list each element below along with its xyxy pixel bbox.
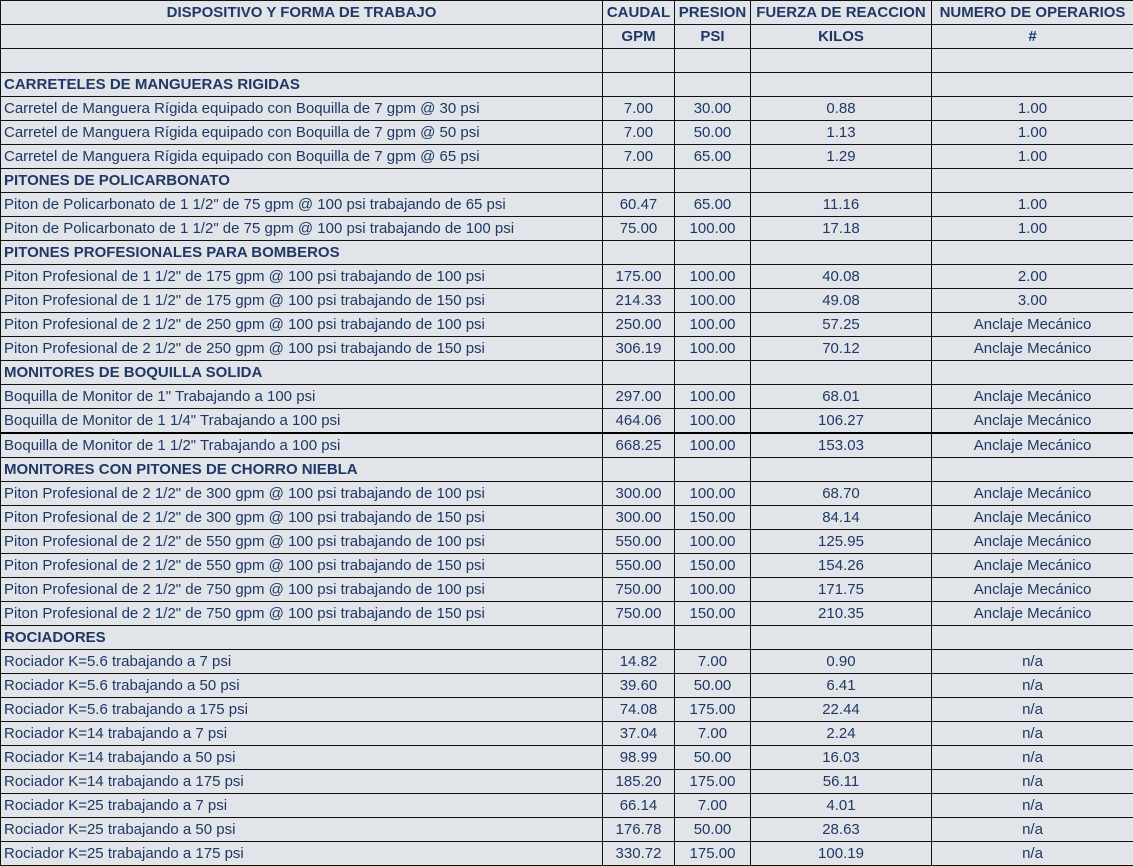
table-row xyxy=(1,506,1133,530)
psi-cell[interactable]: 50.00 xyxy=(675,818,751,842)
device-cell[interactable]: Piton Profesional de 1 1/2" de 175 gpm @ 100 psi trabajando de 100 psi xyxy=(1,265,603,289)
operators-cell[interactable]: 1.00 xyxy=(932,217,1133,241)
psi-cell[interactable]: 100.00 xyxy=(675,337,751,361)
kilos-cell[interactable]: 16.03 xyxy=(751,746,932,770)
unit-gpm[interactable]: GPM xyxy=(603,25,675,49)
kilos-cell[interactable]: 11.16 xyxy=(751,193,932,217)
unit-psi[interactable]: PSI xyxy=(675,25,751,49)
section-blank-cell[interactable] xyxy=(603,458,675,482)
operators-cell[interactable]: n/a xyxy=(932,746,1133,770)
operators-cell[interactable]: Anclaje Mecánico xyxy=(932,578,1133,602)
unit-count[interactable]: # xyxy=(932,25,1133,49)
section-row xyxy=(1,458,1133,482)
device-cell[interactable]: Piton Profesional de 2 1/2" de 750 gpm @ 100 psi trabajando de 100 psi xyxy=(1,578,603,602)
operators-cell[interactable]: Anclaje Mecánico xyxy=(932,409,1133,434)
gpm-cell[interactable]: 464.06 xyxy=(603,409,675,434)
header-operators[interactable]: NUMERO DE OPERARIOS xyxy=(932,1,1133,25)
table-row xyxy=(1,554,1133,578)
gpm-cell[interactable]: 306.19 xyxy=(603,337,675,361)
section-blank-cell[interactable] xyxy=(932,458,1133,482)
kilos-cell[interactable]: 2.24 xyxy=(751,722,932,746)
gpm-cell[interactable]: 668.25 xyxy=(603,433,675,458)
section-blank-cell[interactable] xyxy=(751,169,932,193)
table-row xyxy=(1,385,1133,409)
gpm-cell[interactable]: 176.78 xyxy=(603,818,675,842)
operators-cell[interactable]: Anclaje Mecánico xyxy=(932,433,1133,458)
kilos-cell[interactable]: 68.01 xyxy=(751,385,932,409)
gpm-cell[interactable]: 185.20 xyxy=(603,770,675,794)
section-blank-cell[interactable] xyxy=(675,361,751,385)
section-blank-cell[interactable] xyxy=(932,361,1133,385)
gpm-cell[interactable]: 7.00 xyxy=(603,121,675,145)
psi-cell[interactable]: 175.00 xyxy=(675,842,751,866)
operators-cell[interactable]: Anclaje Mecánico xyxy=(932,506,1133,530)
operators-cell[interactable]: n/a xyxy=(932,698,1133,722)
table-row xyxy=(1,193,1133,217)
section-row xyxy=(1,241,1133,265)
gpm-cell[interactable]: 39.60 xyxy=(603,674,675,698)
gpm-cell[interactable]: 74.08 xyxy=(603,698,675,722)
psi-cell[interactable]: 150.00 xyxy=(675,554,751,578)
kilos-cell[interactable]: 171.75 xyxy=(751,578,932,602)
kilos-cell[interactable]: 57.25 xyxy=(751,313,932,337)
section-title[interactable]: PITONES PROFESIONALES PARA BOMBEROS xyxy=(1,241,603,265)
kilos-cell[interactable]: 70.12 xyxy=(751,337,932,361)
operators-cell[interactable]: n/a xyxy=(932,722,1133,746)
gpm-cell[interactable]: 98.99 xyxy=(603,746,675,770)
blank-cell[interactable] xyxy=(675,49,751,73)
table-row xyxy=(1,578,1133,602)
gpm-cell[interactable]: 7.00 xyxy=(603,145,675,169)
device-cell[interactable]: Rociador K=25 trabajando a 175 psi xyxy=(1,842,603,866)
section-title[interactable]: CARRETELES DE MANGUERAS RIGIDAS xyxy=(1,73,603,97)
section-row xyxy=(1,361,1133,385)
gpm-cell[interactable]: 60.47 xyxy=(603,193,675,217)
section-row xyxy=(1,73,1133,97)
device-cell[interactable]: Rociador K=14 trabajando a 50 psi xyxy=(1,746,603,770)
gpm-cell[interactable]: 250.00 xyxy=(603,313,675,337)
table-row xyxy=(1,121,1133,145)
blank-cell[interactable] xyxy=(1,49,603,73)
operators-cell[interactable]: Anclaje Mecánico xyxy=(932,554,1133,578)
kilos-cell[interactable]: 106.27 xyxy=(751,409,932,434)
gpm-cell[interactable]: 330.72 xyxy=(603,842,675,866)
section-title[interactable]: ROCIADORES xyxy=(1,626,603,650)
psi-cell[interactable]: 65.00 xyxy=(675,145,751,169)
table-row xyxy=(1,217,1133,241)
psi-cell[interactable]: 7.00 xyxy=(675,650,751,674)
psi-cell[interactable]: 30.00 xyxy=(675,97,751,121)
operators-cell[interactable]: 1.00 xyxy=(932,121,1133,145)
gpm-cell[interactable]: 214.33 xyxy=(603,289,675,313)
gpm-cell[interactable]: 750.00 xyxy=(603,578,675,602)
device-cell[interactable]: Rociador K=14 trabajando a 7 psi xyxy=(1,722,603,746)
kilos-cell[interactable]: 56.11 xyxy=(751,770,932,794)
header-row-units xyxy=(1,25,1133,49)
header-flow[interactable]: CAUDAL xyxy=(603,1,675,25)
table-row xyxy=(1,265,1133,289)
device-cell[interactable]: Piton Profesional de 2 1/2" de 300 gpm @ 100 psi trabajando de 150 psi xyxy=(1,506,603,530)
kilos-cell[interactable]: 17.18 xyxy=(751,217,932,241)
kilos-cell[interactable]: 0.90 xyxy=(751,650,932,674)
device-cell[interactable]: Rociador K=5.6 trabajando a 175 psi xyxy=(1,698,603,722)
psi-cell[interactable]: 100.00 xyxy=(675,313,751,337)
kilos-cell[interactable]: 4.01 xyxy=(751,794,932,818)
device-cell[interactable]: Piton Profesional de 2 1/2" de 300 gpm @ 100 psi trabajando de 100 psi xyxy=(1,482,603,506)
kilos-cell[interactable]: 125.95 xyxy=(751,530,932,554)
header-reaction-force[interactable]: FUERZA DE REACCION xyxy=(751,1,932,25)
gpm-cell[interactable]: 7.00 xyxy=(603,97,675,121)
operators-cell[interactable]: n/a xyxy=(932,818,1133,842)
psi-cell[interactable]: 7.00 xyxy=(675,794,751,818)
section-row xyxy=(1,626,1133,650)
operators-cell[interactable]: n/a xyxy=(932,674,1133,698)
psi-cell[interactable]: 100.00 xyxy=(675,265,751,289)
operators-cell[interactable]: n/a xyxy=(932,842,1133,866)
psi-cell[interactable]: 150.00 xyxy=(675,506,751,530)
device-cell[interactable]: Piton Profesional de 2 1/2" de 550 gpm @ 100 psi trabajando de 150 psi xyxy=(1,554,603,578)
kilos-cell[interactable]: 154.26 xyxy=(751,554,932,578)
psi-cell[interactable]: 100.00 xyxy=(675,385,751,409)
table-row xyxy=(1,313,1133,337)
table-row xyxy=(1,482,1133,506)
operators-cell[interactable]: n/a xyxy=(932,770,1133,794)
section-blank-cell[interactable] xyxy=(675,169,751,193)
section-blank-cell[interactable] xyxy=(603,361,675,385)
table-row xyxy=(1,602,1133,626)
psi-cell[interactable]: 50.00 xyxy=(675,121,751,145)
section-title[interactable]: MONITORES DE BOQUILLA SOLIDA xyxy=(1,361,603,385)
operators-cell[interactable]: 3.00 xyxy=(932,289,1133,313)
section-row xyxy=(1,169,1133,193)
table-row xyxy=(1,698,1133,722)
header-pressure[interactable]: PRESION xyxy=(675,1,751,25)
section-blank-cell[interactable] xyxy=(932,73,1133,97)
psi-cell[interactable]: 100.00 xyxy=(675,409,751,434)
section-title[interactable]: MONITORES CON PITONES DE CHORRO NIEBLA xyxy=(1,458,603,482)
table-body xyxy=(1,1,1133,866)
unit-kilos[interactable]: KILOS xyxy=(751,25,932,49)
device-cell[interactable]: Carretel de Manguera Rígida equipado con Boquilla de 7 gpm @ 30 psi xyxy=(1,97,603,121)
section-blank-cell[interactable] xyxy=(751,361,932,385)
table-row xyxy=(1,530,1133,554)
device-cell[interactable]: Piton de Policarbonato de 1 1/2" de 75 gpm @ 100 psi trabajando de 100 psi xyxy=(1,217,603,241)
table-row xyxy=(1,746,1133,770)
section-blank-cell[interactable] xyxy=(932,626,1133,650)
header-row-titles xyxy=(1,1,1133,25)
table-row xyxy=(1,794,1133,818)
gpm-cell[interactable]: 66.14 xyxy=(603,794,675,818)
table-row xyxy=(1,818,1133,842)
header-device[interactable]: DISPOSITIVO Y FORMA DE TRABAJO xyxy=(1,1,603,25)
operators-cell[interactable]: 1.00 xyxy=(932,97,1133,121)
kilos-cell[interactable]: 28.63 xyxy=(751,818,932,842)
gpm-cell[interactable]: 750.00 xyxy=(603,602,675,626)
psi-cell[interactable]: 100.00 xyxy=(675,482,751,506)
table-row xyxy=(1,289,1133,313)
gpm-cell[interactable]: 550.00 xyxy=(603,554,675,578)
table-row xyxy=(1,722,1133,746)
psi-cell[interactable]: 100.00 xyxy=(675,578,751,602)
kilos-cell[interactable]: 22.44 xyxy=(751,698,932,722)
kilos-cell[interactable]: 84.14 xyxy=(751,506,932,530)
device-cell[interactable]: Piton Profesional de 2 1/2" de 550 gpm @ 100 psi trabajando de 100 psi xyxy=(1,530,603,554)
device-cell[interactable]: Boquilla de Monitor de 1 1/2" Trabajando a 100 psi xyxy=(1,433,603,458)
device-cell[interactable]: Piton Profesional de 2 1/2" de 250 gpm @ 100 psi trabajando de 100 psi xyxy=(1,313,603,337)
operators-cell[interactable]: Anclaje Mecánico xyxy=(932,530,1133,554)
section-blank-cell[interactable] xyxy=(932,241,1133,265)
kilos-cell[interactable]: 100.19 xyxy=(751,842,932,866)
operators-cell[interactable]: 2.00 xyxy=(932,265,1133,289)
section-blank-cell[interactable] xyxy=(603,626,675,650)
operators-cell[interactable]: n/a xyxy=(932,794,1133,818)
unit-device[interactable] xyxy=(1,25,603,49)
device-cell[interactable]: Boquilla de Monitor de 1" Trabajando a 100 psi xyxy=(1,385,603,409)
section-blank-cell[interactable] xyxy=(751,73,932,97)
psi-cell[interactable]: 65.00 xyxy=(675,193,751,217)
kilos-cell[interactable]: 1.13 xyxy=(751,121,932,145)
operators-cell[interactable]: Anclaje Mecánico xyxy=(932,602,1133,626)
table-row xyxy=(1,770,1133,794)
gpm-cell[interactable]: 300.00 xyxy=(603,506,675,530)
device-cell[interactable]: Rociador K=25 trabajando a 50 psi xyxy=(1,818,603,842)
psi-cell[interactable]: 175.00 xyxy=(675,698,751,722)
section-blank-cell[interactable] xyxy=(603,169,675,193)
kilos-cell[interactable]: 210.35 xyxy=(751,602,932,626)
operators-cell[interactable]: 1.00 xyxy=(932,193,1133,217)
section-blank-cell[interactable] xyxy=(675,73,751,97)
table-row xyxy=(1,145,1133,169)
table-row xyxy=(1,433,1133,458)
psi-cell[interactable]: 100.00 xyxy=(675,289,751,313)
section-blank-cell[interactable] xyxy=(675,458,751,482)
device-cell[interactable]: Rociador K=25 trabajando a 7 psi xyxy=(1,794,603,818)
psi-cell[interactable]: 100.00 xyxy=(675,433,751,458)
gpm-cell[interactable]: 37.04 xyxy=(603,722,675,746)
blank-cell[interactable] xyxy=(932,49,1133,73)
psi-cell[interactable]: 50.00 xyxy=(675,746,751,770)
kilos-cell[interactable]: 49.08 xyxy=(751,289,932,313)
psi-cell[interactable]: 150.00 xyxy=(675,602,751,626)
psi-cell[interactable]: 100.00 xyxy=(675,217,751,241)
table-row xyxy=(1,409,1133,434)
device-cell[interactable]: Boquilla de Monitor de 1 1/4" Trabajando a 100 psi xyxy=(1,409,603,434)
operators-cell[interactable]: Anclaje Mecánico xyxy=(932,313,1133,337)
device-cell[interactable]: Carretel de Manguera Rígida equipado con Boquilla de 7 gpm @ 50 psi xyxy=(1,121,603,145)
gpm-cell[interactable]: 550.00 xyxy=(603,530,675,554)
section-blank-cell[interactable] xyxy=(751,626,932,650)
section-blank-cell[interactable] xyxy=(675,241,751,265)
section-blank-cell[interactable] xyxy=(751,458,932,482)
psi-cell[interactable]: 175.00 xyxy=(675,770,751,794)
device-cell[interactable]: Piton Profesional de 2 1/2" de 750 gpm @ 100 psi trabajando de 150 psi xyxy=(1,602,603,626)
gpm-cell[interactable]: 14.82 xyxy=(603,650,675,674)
psi-cell[interactable]: 100.00 xyxy=(675,530,751,554)
operators-cell[interactable]: 1.00 xyxy=(932,145,1133,169)
section-blank-cell[interactable] xyxy=(603,73,675,97)
blank-row xyxy=(1,49,1133,73)
device-cell[interactable]: Rociador K=5.6 trabajando a 7 psi xyxy=(1,650,603,674)
gpm-cell[interactable]: 75.00 xyxy=(603,217,675,241)
kilos-cell[interactable]: 0.88 xyxy=(751,97,932,121)
section-title[interactable]: PITONES DE POLICARBONATO xyxy=(1,169,603,193)
kilos-cell[interactable]: 40.08 xyxy=(751,265,932,289)
device-cell[interactable]: Piton Profesional de 2 1/2" de 250 gpm @ 100 psi trabajando de 150 psi xyxy=(1,337,603,361)
table-row xyxy=(1,674,1133,698)
operators-cell[interactable]: n/a xyxy=(932,650,1133,674)
device-cell[interactable]: Rociador K=5.6 trabajando a 50 psi xyxy=(1,674,603,698)
operators-cell[interactable]: Anclaje Mecánico xyxy=(932,385,1133,409)
device-cell[interactable]: Piton Profesional de 1 1/2" de 175 gpm @ 100 psi trabajando de 150 psi xyxy=(1,289,603,313)
blank-cell[interactable] xyxy=(603,49,675,73)
gpm-cell[interactable]: 297.00 xyxy=(603,385,675,409)
kilos-cell[interactable]: 1.29 xyxy=(751,145,932,169)
kilos-cell[interactable]: 153.03 xyxy=(751,433,932,458)
device-cell[interactable]: Rociador K=14 trabajando a 175 psi xyxy=(1,770,603,794)
psi-cell[interactable]: 50.00 xyxy=(675,674,751,698)
kilos-cell[interactable]: 6.41 xyxy=(751,674,932,698)
kilos-cell[interactable]: 68.70 xyxy=(751,482,932,506)
section-blank-cell[interactable] xyxy=(675,626,751,650)
psi-cell[interactable]: 7.00 xyxy=(675,722,751,746)
section-blank-cell[interactable] xyxy=(603,241,675,265)
gpm-cell[interactable]: 175.00 xyxy=(603,265,675,289)
device-cell[interactable]: Carretel de Manguera Rígida equipado con Boquilla de 7 gpm @ 65 psi xyxy=(1,145,603,169)
operators-cell[interactable]: Anclaje Mecánico xyxy=(932,482,1133,506)
table-row xyxy=(1,337,1133,361)
table-row xyxy=(1,650,1133,674)
section-blank-cell[interactable] xyxy=(932,169,1133,193)
operators-cell[interactable]: Anclaje Mecánico xyxy=(932,337,1133,361)
table-row xyxy=(1,842,1133,866)
device-cell[interactable]: Piton de Policarbonato de 1 1/2" de 75 gpm @ 100 psi trabajando de 65 psi xyxy=(1,193,603,217)
table-row xyxy=(1,97,1133,121)
blank-cell[interactable] xyxy=(751,49,932,73)
gpm-cell[interactable]: 300.00 xyxy=(603,482,675,506)
section-blank-cell[interactable] xyxy=(751,241,932,265)
